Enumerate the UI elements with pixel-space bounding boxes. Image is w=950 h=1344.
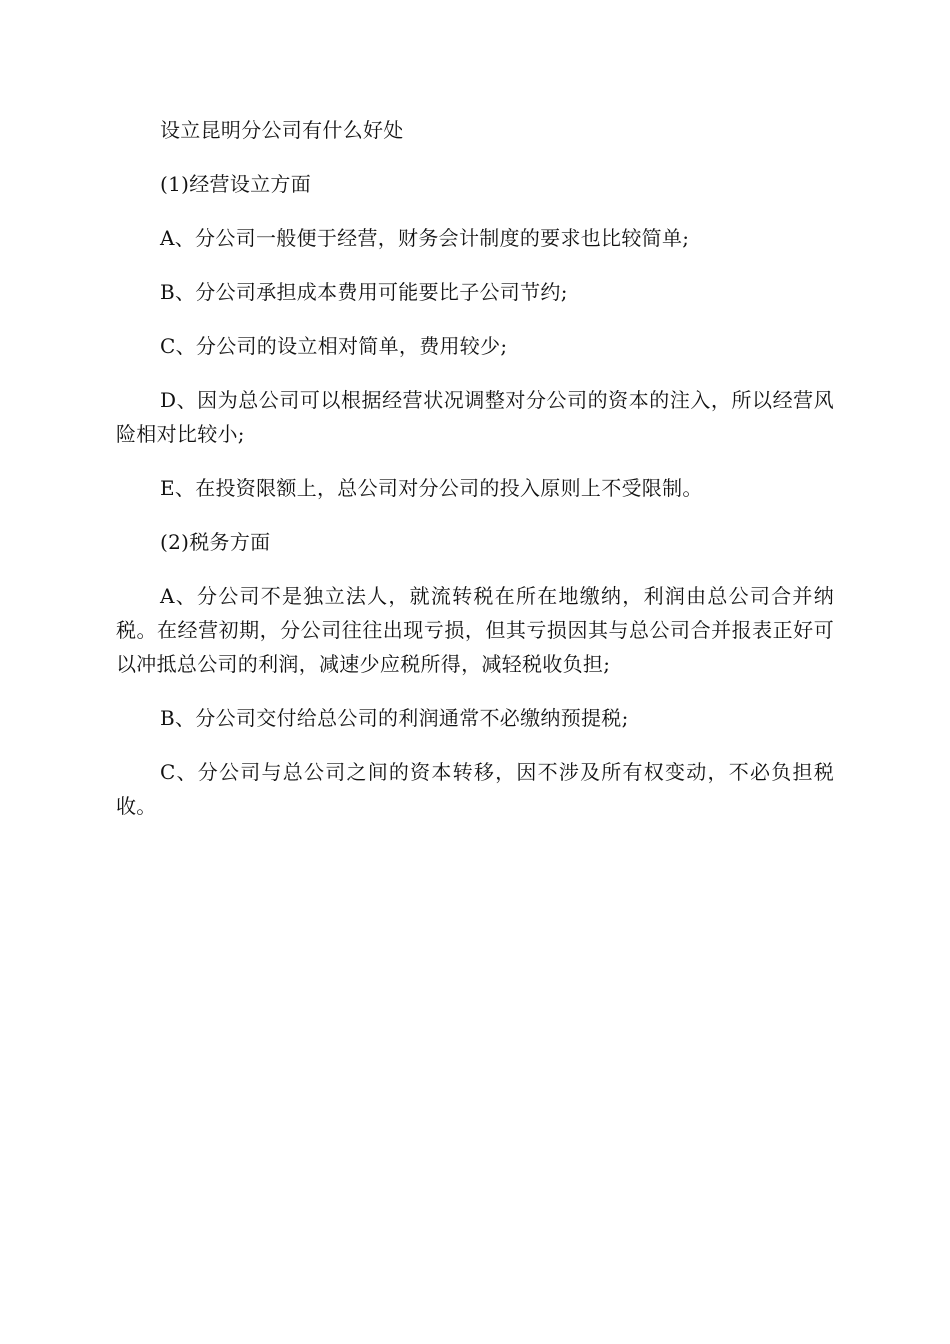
document-title: 设立昆明分公司有什么好处: [160, 118, 404, 142]
section-2-heading: (2)税务方面: [160, 530, 271, 554]
section-1-item-e: E、在投资限额上，总公司对分公司的投入原则上不受限制。: [160, 476, 703, 500]
section-1-heading: (1)经营设立方面: [160, 172, 312, 196]
section-1-item-c: C、分公司的设立相对简单，费用较少;: [160, 334, 508, 358]
section-2-item-c: C、分公司与总公司之间的资本转移，因不涉及所有权变动，不必负担税收。: [116, 760, 834, 818]
section-1-item-a: A、分公司一般便于经营，财务会计制度的要求也比较简单;: [160, 226, 690, 250]
section-1-item-d: D、因为总公司可以根据经营状况调整对分公司的资本的注入，所以经营风险相对比较小;: [116, 388, 834, 446]
section-2-item-a: A、分公司不是独立法人，就流转税在所在地缴纳，利润由总公司合并纳税。在经营初期，分公司往往出现亏损，但其亏损因其与总公司合并报表正好可以冲抵总公司的利润，减速少应税所得，减轻税收负担;: [116, 584, 834, 676]
document-body: [116, 113, 834, 823]
section-2-item-b: B、分公司交付给总公司的利润通常不必缴纳预提税;: [160, 706, 629, 730]
section-1-item-b: B、分公司承担成本费用可能要比子公司节约;: [160, 280, 568, 304]
